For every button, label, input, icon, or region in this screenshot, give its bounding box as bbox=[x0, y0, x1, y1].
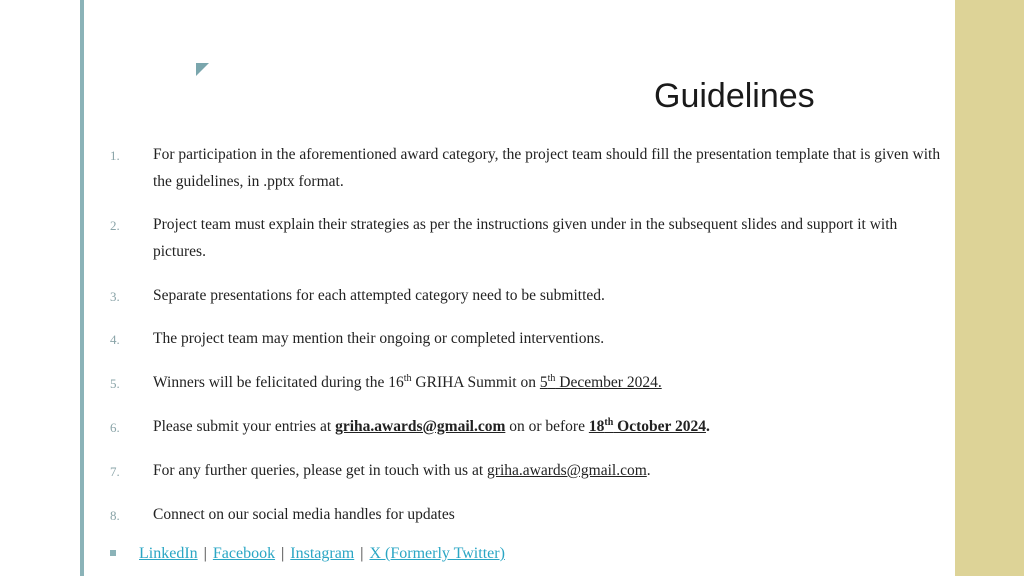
item-text-part: Please submit your entries at bbox=[153, 418, 336, 435]
item-text-part: GRIHA Summit on bbox=[411, 374, 540, 391]
item-number: 7. bbox=[110, 464, 120, 479]
ordinal-suffix: th bbox=[403, 372, 412, 384]
item-text-part: Winners will be felicitated during the 16 bbox=[153, 374, 404, 391]
link-separator: | bbox=[281, 545, 285, 562]
item-number: 8. bbox=[110, 508, 120, 523]
date-rest: October 2024 bbox=[613, 418, 706, 435]
deadline-date bbox=[589, 418, 706, 435]
ordinal-suffix: th bbox=[604, 416, 614, 428]
facebook-link[interactable]: Facebook bbox=[212, 545, 276, 562]
item-text: For participation in the aforementioned award category, the project team should fill the presentation template that is given with the guidelines, in .pptx format. bbox=[153, 146, 941, 190]
date-rest: December 2024. bbox=[555, 374, 662, 391]
item-text: Project team must explain their strategies as per the instructions given under in the subsequent slides and support it with pictures. bbox=[153, 216, 898, 260]
item-text bbox=[153, 457, 943, 484]
item-number: 5. bbox=[110, 376, 120, 391]
item-number: 6. bbox=[110, 420, 120, 435]
item-text: The project team may mention their ongoing or completed interventions. bbox=[153, 330, 605, 347]
square-bullet-icon bbox=[110, 550, 116, 556]
item-number: 1. bbox=[110, 148, 120, 163]
item-text bbox=[153, 413, 943, 440]
instagram-link[interactable]: Instagram bbox=[290, 545, 355, 562]
left-accent-bar bbox=[80, 0, 84, 576]
x-twitter-link[interactable]: X (Formerly Twitter) bbox=[369, 545, 505, 562]
item-text bbox=[153, 369, 943, 396]
email-link[interactable]: griha.awards@gmail.com bbox=[487, 462, 647, 479]
link-separator: | bbox=[360, 545, 364, 562]
corner-triangle-icon bbox=[196, 63, 209, 76]
linkedin-link[interactable]: LinkedIn bbox=[139, 545, 198, 562]
summit-date bbox=[540, 374, 662, 391]
item-text-part: on or before bbox=[505, 418, 589, 435]
item-text: Separate presentations for each attempted category need to be submitted. bbox=[153, 287, 605, 304]
item-number: 3. bbox=[110, 289, 120, 304]
item-text-part: For any further queries, please get in touch with us at bbox=[153, 462, 488, 479]
item-text: Connect on our social media handles for updates bbox=[153, 506, 455, 523]
date-day: 18 bbox=[588, 418, 605, 435]
date-day: 5 bbox=[539, 374, 548, 391]
ordinal-suffix: th bbox=[547, 372, 556, 384]
social-link-row bbox=[139, 541, 505, 567]
right-side-panel bbox=[955, 0, 1024, 576]
email-link[interactable]: griha.awards@gmail.com bbox=[335, 418, 506, 435]
item-number: 4. bbox=[110, 332, 120, 347]
item-text-part: . bbox=[646, 462, 651, 479]
item-text-part: . bbox=[705, 418, 710, 435]
item-number: 2. bbox=[110, 218, 120, 233]
link-separator: | bbox=[203, 545, 207, 562]
page-title: Guidelines bbox=[654, 77, 815, 115]
